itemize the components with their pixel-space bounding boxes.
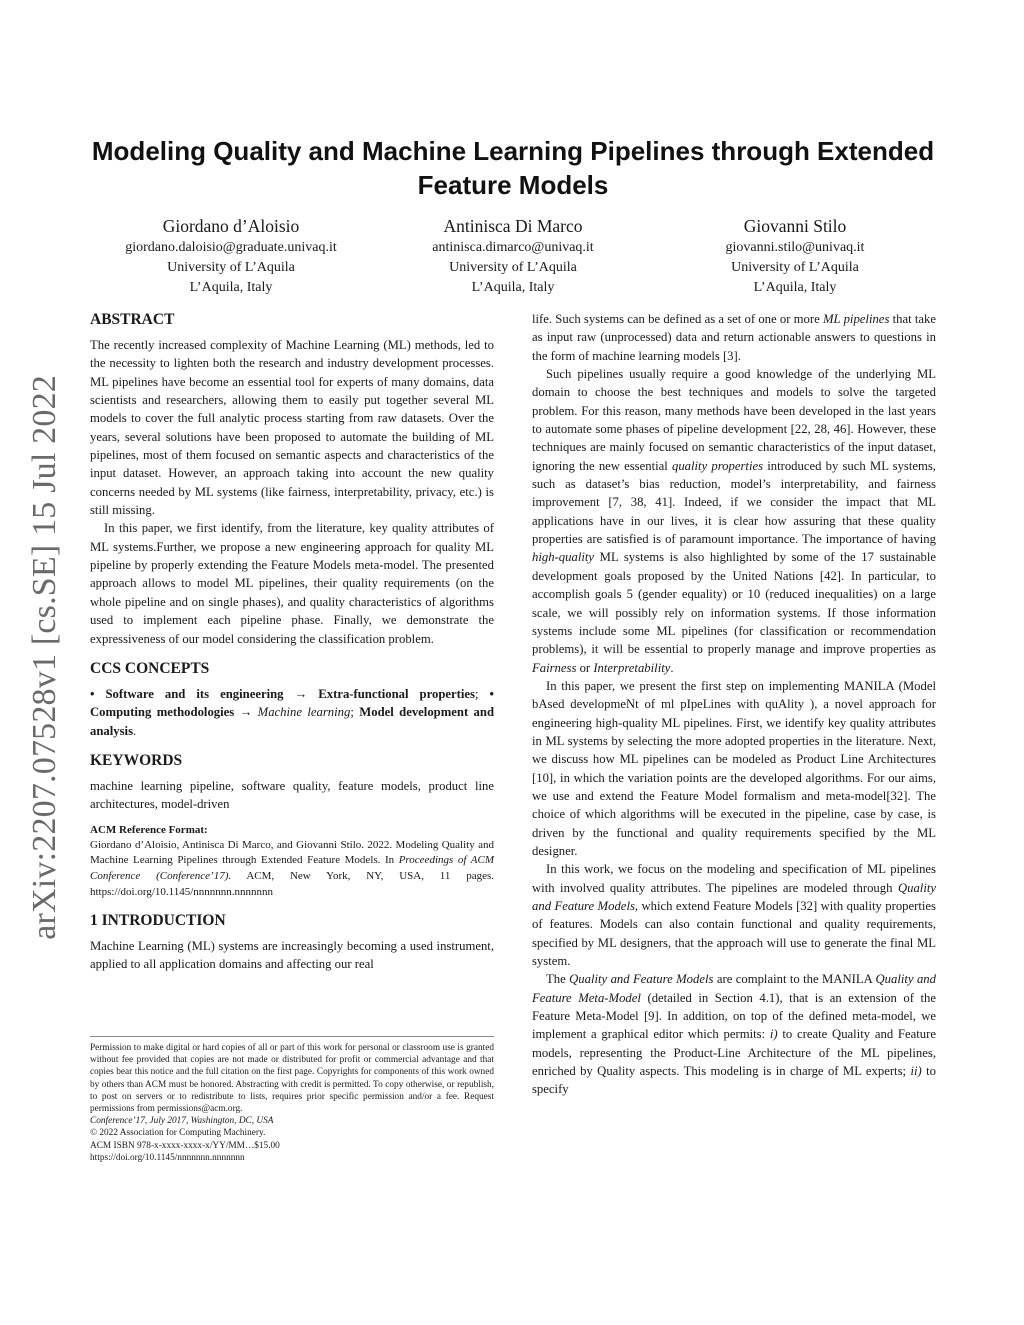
intro-paragraph-5 xyxy=(532,970,936,1098)
intro-text: ML systems is also highlighted by some of the 17 sustainable development goals proposed by the United Nations [42]. In particular, to accomplish goals 5 (gender equality) or 10 (reduced inequalities) on a large scale, we will possibly rely on information systems. If those information systems include some ML pipelines (for classification or recommendation problems), it will be essential to properly manage and improve properties as xyxy=(532,550,936,657)
author-university: University of L’Aquila xyxy=(731,260,859,275)
arxiv-stamp-text: arXiv:2207.07528v1 [cs.SE] 15 Jul 2022 xyxy=(26,374,63,940)
acm-reference-part-1: Giordano d’Aloisio, Antinisca Di Marco, and Giovanni Stilo. 2022. Modeling Quality and Machine Learning Pipelines through Extended Feature Models. In xyxy=(90,838,494,867)
author-location: L’Aquila, Italy xyxy=(471,280,555,295)
author-email: giovanni.stilo@univaq.it xyxy=(725,240,865,255)
intro-paragraph-1 xyxy=(532,310,936,365)
acm-reference-text xyxy=(90,838,494,900)
acm-reference-part-2: ACM, New York, NY, USA, 11 pages. https://doi.org/10.1145/nnnnnnn.nnnnnnn xyxy=(90,869,494,898)
ccs-separator: ; xyxy=(350,705,360,720)
ccs-arrow: → xyxy=(234,705,258,720)
ccs-heading: CCS CONCEPTS xyxy=(90,659,210,677)
acm-reference-heading: ACM Reference Format: xyxy=(90,823,208,836)
footnote-conference-text: Conference’17, July 2017, Washington, DC, USA xyxy=(90,1116,274,1127)
intro-text: to create Quality and Feature models, representing the Product-Line Architecture of the ML pipelines, enriched by Quality aspects. This modeling is in charge of ML experts; xyxy=(532,1027,936,1079)
intro-emphasis: ii) xyxy=(910,1064,922,1079)
author-3 xyxy=(654,214,936,298)
author-email: antinisca.dimarco@univaq.it xyxy=(432,240,594,255)
intro-text: are complaint to the MANILA xyxy=(713,972,876,987)
author-name: Antinisca Di Marco xyxy=(443,216,583,236)
ccs-arrow: → xyxy=(283,686,319,701)
ccs-bullet-2: • Computing methodologies xyxy=(90,686,494,720)
keywords-text: machine learning pipeline, software quality, feature models, product line architectures, model-driven xyxy=(90,779,494,812)
author-university: University of L’Aquila xyxy=(167,260,295,275)
author-location: L’Aquila, Italy xyxy=(189,280,273,295)
footnote-isbn: ACM ISBN 978-x-xxxx-xxxx-x/YY/MM…$15.00 xyxy=(90,1140,280,1151)
ccs-term-3: Model development and analysis xyxy=(90,705,495,738)
intro-emphasis: high-quality xyxy=(532,550,595,565)
intro-emphasis: Quality and Feature Models xyxy=(532,880,936,913)
ccs-bullet-1: • Software and its engineering xyxy=(90,686,284,701)
abstract-heading: ABSTRACT xyxy=(90,311,175,328)
intro-paragraph-3: In this paper, we present the first step on implementing MANILA (Model bAsed developmeNt of ml pIpeLines with quAlity ), a novel approach for engineering high-quality ML pipelines. First, we identify key quality attributes in ML systems by selecting the more adopted properties in the literature. Next, we discuss how ML pipelines can be modeled as Product Line Architectures [10], in which the variation points are the developed algorithms. For our aims, we use and extend the Feature Model formalism and meta-model[32]. The choice of which algorithms will be executed in the pipeline, case by case, is driven by the functional and quality requirements specified by the ML designer. xyxy=(532,678,936,858)
left-column xyxy=(90,310,494,974)
intro-text: life. Such systems can be defined as a set of one or more xyxy=(532,312,823,326)
intro-paragraph-2 xyxy=(532,365,936,677)
introduction-left-text: Machine Learning (ML) systems are increasingly becoming a used instrument, applied to all application domains and affecting our real xyxy=(90,939,494,972)
abstract-paragraph-1: The recently increased complexity of Machine Learning (ML) methods, led to the necessity to lighten both the research and industry development processes. ML pipelines have become an essential tool for experts of many domains, data scientists and researchers, allowing them to easily put together several ML models to cover the full analytic process starting from raw datasets. Over the years, several solutions have been proposed to automate the building of ML pipelines, most of them focused on semantic aspects and characteristics of the input dataset. However, an approach taking into account the new quality concerns needed by ML systems (like fairness, interpretability, privacy, etc.) is still missing. xyxy=(90,338,494,518)
intro-paragraph-4 xyxy=(532,860,936,970)
intro-text: (detailed in Section 4.1), that is an extension of the Feature Meta-Model [9]. In addition, on top of the defined meta-model, we implement a graphical editor which permits: xyxy=(532,990,936,1042)
author-2 xyxy=(372,214,654,298)
intro-text: that take as input raw (unprocessed) data and return actionable answers to questions in the form of machine learning models [3]. xyxy=(532,312,936,363)
abstract-paragraph-2: In this paper, we first identify, from the literature, key quality attributes of ML systems.Further, we propose a new engineering approach for quality ML pipeline by properly extending the Feature Models meta-model. The presented approach allows to model ML pipelines, their quality requirements (on the whole pipeline and on single phases), and quality characteristics of algorithms used to implement each pipeline phase. Finally, we demonstrate the expressiveness of our model considering the classification problem. xyxy=(90,521,494,646)
author-name: Giovanni Stilo xyxy=(743,216,847,236)
footnote-copyright: © 2022 Association for Computing Machinery. xyxy=(90,1128,266,1139)
author-email: giordano.daloisio@graduate.univaq.it xyxy=(125,240,337,255)
ccs-separator: ; xyxy=(474,686,490,701)
intro-text: The xyxy=(546,972,570,987)
right-column xyxy=(532,310,936,1099)
author-1 xyxy=(90,214,372,298)
intro-text: introduced by such ML systems, such as dataset’s bias reduction, model’s interpretability, and fairness improvement [7, 38, 41]. Indeed, if we consider the impact that ML applications have in our lives, it is clear how assuring that these quality properties are satisfied is of paramount importance. The importance of having xyxy=(532,458,936,547)
intro-emphasis: Interpretability xyxy=(593,660,671,675)
intro-emphasis: Fairness xyxy=(532,660,577,675)
intro-emphasis: i) xyxy=(769,1027,778,1042)
intro-emphasis: Quality and Feature Models xyxy=(569,972,714,987)
intro-emphasis: quality properties xyxy=(671,458,764,473)
intro-text: In this work, we focus on the modeling and specification of ML pipelines with involved quality attributes. The pipelines are modeled through xyxy=(532,862,936,895)
author-location: L’Aquila, Italy xyxy=(753,280,837,295)
intro-emphasis: Quality and Feature Meta-Model xyxy=(532,972,936,1005)
intro-emphasis: ML pipelines xyxy=(822,312,890,326)
ccs-term-2: Machine learning xyxy=(257,705,351,720)
ccs-concepts xyxy=(90,685,494,740)
author-name: Giordano d’Aloisio xyxy=(162,216,300,236)
footnote-doi: https://doi.org/10.1145/nnnnnnn.nnnnnnn xyxy=(90,1152,245,1163)
ccs-term-1: Extra-functional properties xyxy=(318,686,475,701)
paper-title: Modeling Quality and Machine Learning Pipelines through Extended Feature Models xyxy=(91,136,935,200)
footnotes xyxy=(90,1036,494,1164)
footnote-permission: Permission to make digital or hard copies of all or part of this work for personal or classroom use is granted without fee provided that copies are not made or distributed for profit or commercial advantage and that copies bear this notice and the full citation on the first page. Copyrights for components of this work owned by others than ACM must be honored. Abstracting with credit is permitted. To copy otherwise, or republish, to post on servers or to redistribute to lists, requires prior specific permission and/or a fee. Request permissions from permissions@acm.org. xyxy=(90,1043,494,1115)
author-block xyxy=(90,214,936,298)
intro-text: or xyxy=(576,660,594,675)
intro-text: to specify xyxy=(532,1064,936,1097)
intro-text: . xyxy=(670,660,674,675)
acm-reference-proceedings: Proceedings of ACM Conference (Conference’17). xyxy=(90,854,494,882)
introduction-heading: 1 INTRODUCTION xyxy=(90,912,226,930)
keywords-heading: KEYWORDS xyxy=(90,752,183,770)
intro-text: , which extend Feature Models [32] with quality properties of features. Models can also contain functional and quality requirements, specified by ML designers, that the approach will use to generate the final ML system. xyxy=(532,899,936,969)
intro-text: Such pipelines usually require a good knowledge of the underlying ML domain to choose the best techniques and models to solve the targeted problem. For this reason, many methods have been developed in the last years to automate some phases of pipeline development [22, 28, 46]. However, these techniques are mainly focused on semantic characteristics of the input dataset, ignoring the new essential xyxy=(532,367,936,473)
ccs-end: . xyxy=(133,723,137,738)
footnote-conference xyxy=(90,1115,494,1127)
author-university: University of L’Aquila xyxy=(449,260,577,275)
arxiv-stamp xyxy=(16,372,74,942)
